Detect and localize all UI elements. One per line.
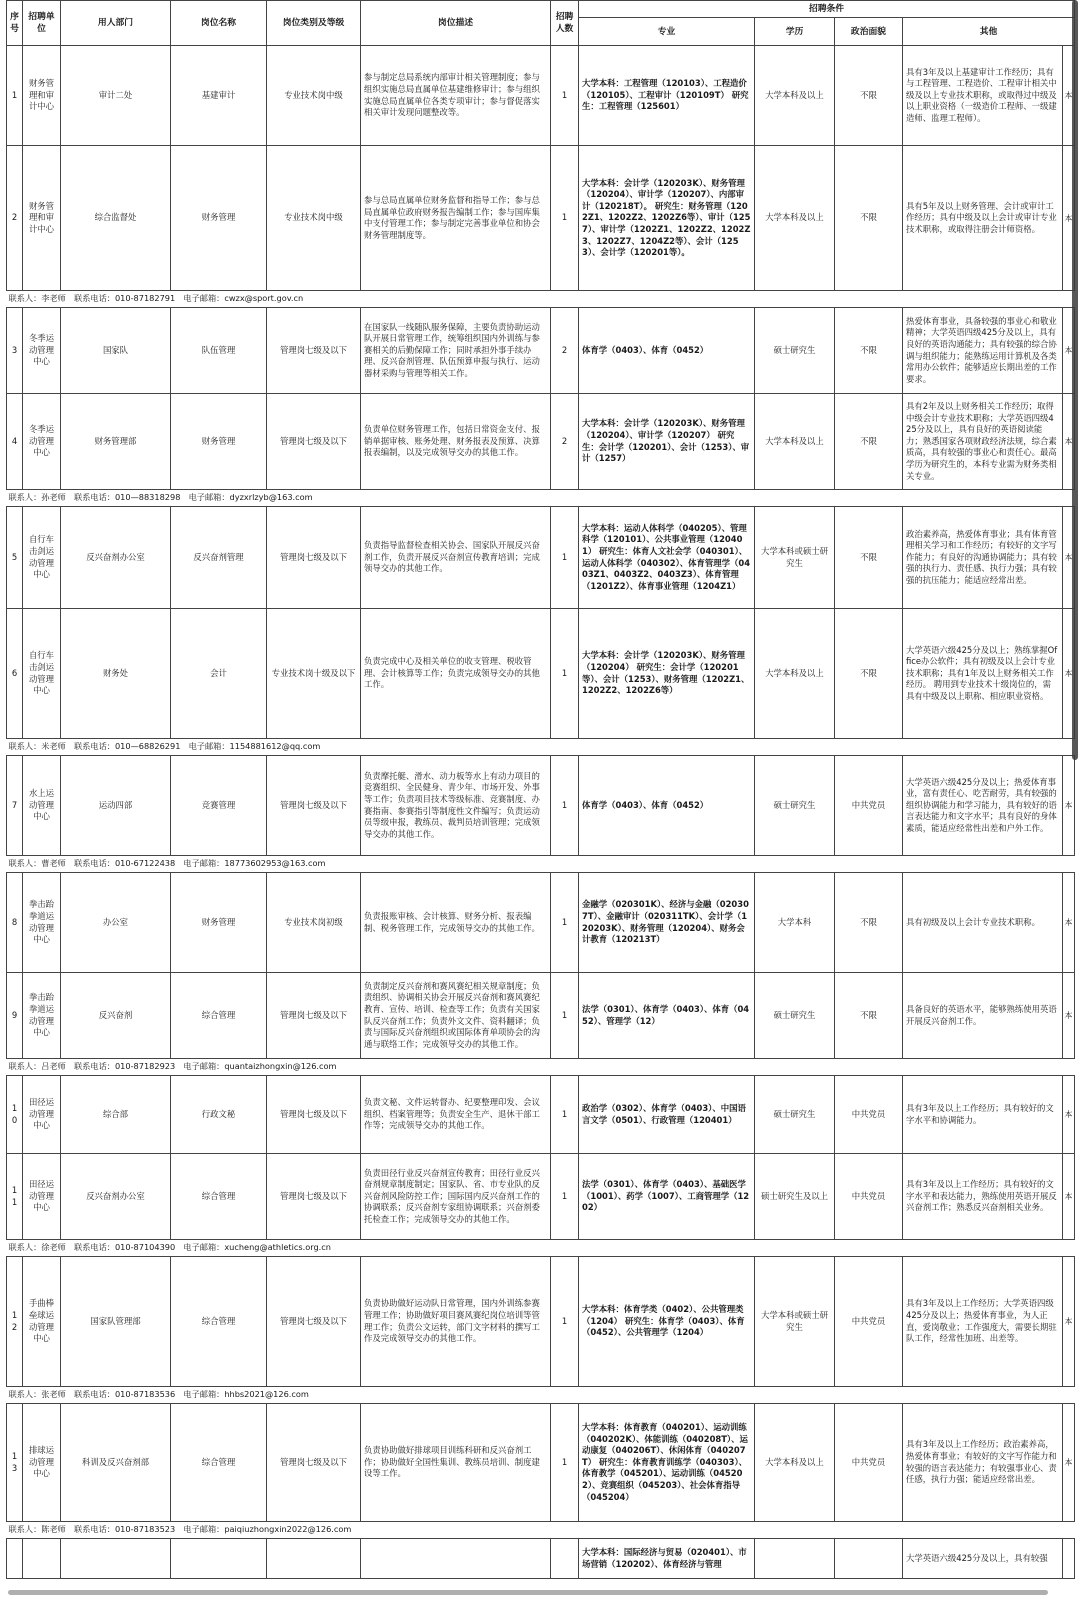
cell-count: 1: [551, 146, 579, 291]
cell-political: 不限: [835, 308, 903, 394]
cell-unit: 冬季运动管理中心: [23, 394, 61, 490]
cell-other: 大学英语六级425分及以上；熟练掌握Office办公软件；具有初级及以上会计专业技术职称；具有1年及以上财务相关工作经历。 聘用到专业技术十级岗位的，需具有中级及以上职称、相应职业资格。: [903, 609, 1063, 739]
contact-info: 联系人：米老师 联系电话：010—68826291 电子邮箱：1154881612@qq.com: [7, 739, 1075, 756]
cell-edu: 大学本科及以上: [755, 1404, 835, 1522]
cell-category: 管理岗七级及以下: [267, 973, 361, 1059]
cell-major: 大学本科：体育学类（0402）、公共管理类（1204） 研究生：体育学（0403）、体育（0452）、公共管理学（1204）: [579, 1257, 755, 1387]
table-row: [7, 1154, 1075, 1240]
col-header-edu: 学历: [755, 18, 835, 46]
cell-category: 管理岗七级及以下: [267, 507, 361, 609]
cell-unit: 手曲棒垒球运动管理中心: [23, 1257, 61, 1387]
cell-unit: 自行车击剑运动管理中心: [23, 609, 61, 739]
cell-ext: 本: [1063, 756, 1075, 856]
cell-dept: 审计二处: [61, 46, 171, 146]
cell-unit: 财务管理和审计中心: [23, 146, 61, 291]
cell-dept: 综合监督处: [61, 146, 171, 291]
cell-category: 专业技术岗中级: [267, 146, 361, 291]
cell-major: 法学（0301）、体育学（0403）、体育（0452）、管理学（12）: [579, 973, 755, 1059]
col-header-conditions: 招聘条件: [579, 1, 1075, 18]
cell-political: 不限: [835, 394, 903, 490]
col-header-seq: 序号: [7, 1, 23, 46]
cell-category: 管理岗七级及以下: [267, 1154, 361, 1240]
contact-row: [7, 1387, 1075, 1404]
contact-info: 联系人：张老师 联系电话：010-87183536 电子邮箱：hhbs2021@126.com: [7, 1387, 1075, 1404]
cell-unit: 拳击跆拳道运动管理中心: [23, 873, 61, 973]
cell-dept: 反兴奋剂办公室: [61, 1154, 171, 1240]
cell-seq: 7: [7, 756, 23, 856]
col-header-other: 其他: [903, 18, 1075, 46]
cell-category: 专业技术岗十级及以下: [267, 609, 361, 739]
table-row: [7, 507, 1075, 609]
cell-other: 具有3年及以上工作经历；大学英语四级425分及以上；热爱体育事业，为人正直，爱岗敬业；工作强度大，需要长期驻队工作，经常性加班、出差等。: [903, 1257, 1063, 1387]
cell-political: 中共党员: [835, 1257, 903, 1387]
cell-category: 专业技术岗中级: [267, 46, 361, 146]
cell-count: 1: [551, 1404, 579, 1522]
cell-count: 1: [551, 46, 579, 146]
col-header-major: 专业: [579, 18, 755, 46]
cell-post: 基建审计: [171, 46, 267, 146]
cell-post: 行政文秘: [171, 1076, 267, 1154]
cell-post: 综合管理: [171, 1257, 267, 1387]
contact-info: 联系人：曹老师 联系电话：010-67122438 电子邮箱：18773602953@163.com: [7, 856, 1075, 873]
cell-unit: [23, 1539, 61, 1579]
cell-category: 管理岗七级及以下: [267, 1404, 361, 1522]
cell-desc: 负责制定反兴奋剂和赛风赛纪相关规章制度；负责组织、协调相关协会开展反兴奋剂和赛风赛纪教育、宣传、培训、检查等工作；负责有关国家队反兴奋剂工作；负责外文文件、资料翻译；负责与国际反兴奋剂组织或国际体育单项协会的沟通与联络工作；完成领导交办的其他工作。: [361, 973, 551, 1059]
cell-other: 热爱体育事业，具备较强的事业心和敬业精神；大学英语四级425分及以上，具有良好的英语沟通能力；具有较强的综合协调与组织能力；能熟练运用计算机及各类常用办公软件；能够适应长期出差的工作要求。: [903, 308, 1063, 394]
cell-ext: 本: [1063, 146, 1075, 291]
cell-desc: 负责文秘、文件运转督办、纪要整理印发、会议组织、档案管理等；负责安全生产、退休干部工作等；完成领导交办的其他工作。: [361, 1076, 551, 1154]
contact-row: [7, 1240, 1075, 1257]
contact-info: 联系人：徐老师 联系电话：010-87104390 电子邮箱：xucheng@athletics.org.cn: [7, 1240, 1075, 1257]
cell-unit: 财务管理和审计中心: [23, 46, 61, 146]
cell-desc: 负责协助做好排球项目训练科研和反兴奋剂工作；协助做好全国性集训、教练员培训、制度建设等工作。: [361, 1404, 551, 1522]
cell-desc: 负责摩托艇、滑水、动力板等水上有动力项目的竞赛组织、全民健身、青少年、市场开发、外事等工作；负责项目技术等级标准、竞赛制度、办赛指南、参赛指引等制度性文件编写；负责运动员等级申报，教练员、裁判员培训管理；完成领导交办的其他工作。: [361, 756, 551, 856]
cell-desc: 负责指导监督检查相关协会、国家队开展反兴奋剂工作，负责开展反兴奋剂宣传教育培训；完成领导交办的其他工作。: [361, 507, 551, 609]
col-header-political: 政治面貌: [835, 18, 903, 46]
cell-political: 不限: [835, 507, 903, 609]
cell-political: 不限: [835, 609, 903, 739]
cell-major: 体育学（0403）、体育（0452）: [579, 308, 755, 394]
cell-edu: 大学本科及以上: [755, 146, 835, 291]
cell-major: 大学本科：会计学（120203K）、财务管理（120204） 研究生：会计学（120201等）、会计（1253）、财务管理（1202Z1、1202Z2、1202Z6等）: [579, 609, 755, 739]
cell-other: 政治素养高，热爱体育事业；具有体育管理相关学习和工作经历；有较好的文字写作能力；有良好的沟通协调能力；具有较强的执行力、责任感、执行力强；具有较强的抗压能力；能适应经常出差。: [903, 507, 1063, 609]
cell-ext: 本: [1063, 873, 1075, 973]
cell-edu: 硕士研究生: [755, 308, 835, 394]
table-body: [7, 46, 1075, 1579]
contact-info: 联系人：李老师 联系电话：010-87182791 电子邮箱：cwzx@sport.gov.cn: [7, 291, 1075, 308]
cell-dept: 办公室: [61, 873, 171, 973]
cell-edu: 硕士研究生及以上: [755, 1154, 835, 1240]
cell-unit: 自行车击剑运动管理中心: [23, 507, 61, 609]
table-row: [7, 1404, 1075, 1522]
contact-info: 联系人：陈老师 联系电话：010-87183523 电子邮箱：paiqiuzhongxin2022@126.com: [7, 1522, 1075, 1539]
cell-desc: [361, 1539, 551, 1579]
cell-ext: 本: [1063, 1404, 1075, 1522]
cell-count: 1: [551, 609, 579, 739]
cell-major: 大学本科：体育教育（040201）、运动训练（040202K）、体能训练（040208T）、运动康复（040206T）、休闲体育（040207T） 研究生：体育教育训练学（040303）、体育教学（045201）、运动训练（045202）、竞赛组织（045203）、社会体育指导（045204）: [579, 1404, 755, 1522]
cell-count: 1: [551, 507, 579, 609]
table-row: [7, 308, 1075, 394]
cell-dept: 国家队: [61, 308, 171, 394]
cell-political: 中共党员: [835, 1154, 903, 1240]
cell-post: 综合管理: [171, 1404, 267, 1522]
contact-row: [7, 739, 1075, 756]
cell-other: 大学英语六级425分及以上；热爱体育事业，富有责任心、吃苦耐劳，具有较强的组织协调能力和学习能力，具有较好的语言表达能力和文字水平；具有良好的身体素质，能适应经常性出差和户外工作。: [903, 756, 1063, 856]
cell-other: 具有3年及以上工作经历；具有较好的文字水平和协调能力。: [903, 1076, 1063, 1154]
cell-ext: 本: [1063, 308, 1075, 394]
cell-category: 专业技术岗初级: [267, 873, 361, 973]
cell-count: 1: [551, 1257, 579, 1387]
cell-other: 具有5年及以上财务管理、会计或审计工作经历；具有中级及以上会计或审计专业技术职称，或取得注册会计师资格。: [903, 146, 1063, 291]
cell-political: 中共党员: [835, 1404, 903, 1522]
cell-other: 大学英语六级425分及以上，具有较强: [903, 1539, 1063, 1579]
cell-post: 会计: [171, 609, 267, 739]
cell-seq: 6: [7, 609, 23, 739]
cell-category: 管理岗七级及以下: [267, 756, 361, 856]
cell-category: 管理岗七级及以下: [267, 308, 361, 394]
table-row: [7, 394, 1075, 490]
cell-edu: 大学本科及以上: [755, 46, 835, 146]
cell-other: 具有3年及以上基建审计工作经历；具有与工程管理、工程造价、工程审计相关中级及以上专业技术职称，或取得过中级及以上职业资格（一级造价工程师、一级建造师、监理工程师）。: [903, 46, 1063, 146]
cell-desc: 参与制定总局系统内部审计相关管理制度；参与组织实施总局直属单位基建维修审计；参与组织实施总局直属单位各类专项审计；参与督促落实相关审计发现问题整改等。: [361, 46, 551, 146]
cell-ext: 本: [1063, 973, 1075, 1059]
cell-dept: 运动四部: [61, 756, 171, 856]
cell-unit: 拳击跆拳道运动管理中心: [23, 973, 61, 1059]
cell-major: 法学（0301）、体育学（0403）、基础医学（1001）、药学（1007）、工商管理学（1202）: [579, 1154, 755, 1240]
cell-desc: 负责田径行业反兴奋剂宣传教育；田径行业反兴奋剂规章制度制定；国家队、省、市专业队的反兴奋剂风险防控工作；国际国内反兴奋剂工作的协调联系；反兴奋剂专家组协调联系；兴奋剂委托检查工作；完成领导交办的其他工作。: [361, 1154, 551, 1240]
cell-ext: 本: [1063, 609, 1075, 739]
cell-unit: 田径运动管理中心: [23, 1076, 61, 1154]
cell-seq: 4: [7, 394, 23, 490]
cell-count: 1: [551, 973, 579, 1059]
cell-ext: 本: [1063, 1154, 1075, 1240]
cell-seq: 13: [7, 1404, 23, 1522]
cell-dept: 反兴奋剂: [61, 973, 171, 1059]
cell-major: 体育学（0403）、体育（0452）: [579, 756, 755, 856]
cell-other: 具有3年及以上工作经历；具有较好的文字水平和表达能力，熟练使用英语开展反兴奋剂工作；熟悉反兴奋剂相关业务。: [903, 1154, 1063, 1240]
cell-post: 综合管理: [171, 973, 267, 1059]
cell-dept: 财务管理部: [61, 394, 171, 490]
cell-seq: 8: [7, 873, 23, 973]
table-row: [7, 146, 1075, 291]
cell-ext: 本: [1063, 1076, 1075, 1154]
cell-ext: 本: [1063, 507, 1075, 609]
contact-row: [7, 291, 1075, 308]
cell-major: 大学本科：工程管理（120103）、工程造价（120105）、工程审计（120109T） 研究生：工程管理（125601）: [579, 46, 755, 146]
cell-desc: 负责完成中心及相关单位的收支管理、税收管理、会计核算等工作；负责完成领导交办的其他工作。: [361, 609, 551, 739]
cell-category: 管理岗七级及以下: [267, 394, 361, 490]
cell-count: 1: [551, 1076, 579, 1154]
cell-dept: 国家队管理部: [61, 1257, 171, 1387]
cell-major: 大学本科：国际经济与贸易（020401）、市场营销（120202）、体育经济与管理: [579, 1539, 755, 1579]
cell-count: 1: [551, 1154, 579, 1240]
table-row: [7, 1539, 1075, 1579]
cell-major: 大学本科：会计学（120203K）、财务管理（120204）、审计学（120207）、内部审计（120218T）。 研究生：财务管理（1202Z1、1202Z2、1202Z6等）、审计（1257）、审计学（1202Z1、1202Z2、1202Z3、1202Z7、1204Z2等）、会计（1253）、会计学（120201等）。: [579, 146, 755, 291]
cell-major: 金融学（020301K）、经济与金融（020307T）、金融审计（020311TK）、会计学（120203K）、财务管理（120204）、财务会计教育（120213T）: [579, 873, 755, 973]
cell-edu: 硕士研究生: [755, 1076, 835, 1154]
cell-edu: [755, 1539, 835, 1579]
cell-post: 财务管理: [171, 394, 267, 490]
cell-edu: 大学本科: [755, 873, 835, 973]
cell-category: 管理岗七级及以下: [267, 1257, 361, 1387]
vertical-scrollbar[interactable]: [1072, 0, 1078, 760]
table-row: [7, 1076, 1075, 1154]
contact-info: 联系人：孙老师 联系电话：010—88318298 电子邮箱：dyzxrlzyb@163.com: [7, 490, 1075, 507]
cell-desc: 负责协助做好运动队日常管理，国内外训练参赛管理工作；协助做好项目赛风赛纪岗位培训等管理工作；负责公文运转，部门文字材料的撰写工作及完成领导交办的其他工作。: [361, 1257, 551, 1387]
contact-row: [7, 856, 1075, 873]
col-header-post: 岗位名称: [171, 1, 267, 46]
cell-category: 管理岗七级及以下: [267, 1076, 361, 1154]
contact-row: [7, 1522, 1075, 1539]
cell-unit: 排球运动管理中心: [23, 1404, 61, 1522]
col-header-unit: 招聘单位: [23, 1, 61, 46]
col-header-count: 招聘人数: [551, 1, 579, 46]
cell-count: [551, 1539, 579, 1579]
col-header-dept: 用人部门: [61, 1, 171, 46]
cell-political: 不限: [835, 873, 903, 973]
cell-post: 财务管理: [171, 873, 267, 973]
table-row: [7, 46, 1075, 146]
cell-political: 不限: [835, 973, 903, 1059]
cell-ext: 本: [1063, 46, 1075, 146]
cell-political: 中共党员: [835, 756, 903, 856]
contact-row: [7, 490, 1075, 507]
cell-desc: 在国家队一线随队服务保障，主要负责协助运动队开展日常管理工作，统筹组织国内外训练与参赛相关的后勤保障工作；同时承担外事手续办理、反兴奋剂管理、队伍预算申报与执行、运动器材采购与管理等相关工作。: [361, 308, 551, 394]
cell-count: 2: [551, 394, 579, 490]
cell-unit: 冬季运动管理中心: [23, 308, 61, 394]
table-row: [7, 1257, 1075, 1387]
cell-unit: 水上运动管理中心: [23, 756, 61, 856]
table-row: [7, 873, 1075, 973]
cell-post: 竞赛管理: [171, 756, 267, 856]
cell-ext: 本: [1063, 1257, 1075, 1387]
cell-edu: 大学本科及以上: [755, 609, 835, 739]
cell-count: 1: [551, 756, 579, 856]
cell-dept: 财务处: [61, 609, 171, 739]
cell-edu: 硕士研究生: [755, 756, 835, 856]
cell-unit: 田径运动管理中心: [23, 1154, 61, 1240]
recruitment-table: [6, 0, 1075, 1579]
cell-other: 具有初级及以上会计专业技术职称。: [903, 873, 1063, 973]
table-row: [7, 973, 1075, 1059]
col-header-desc: 岗位描述: [361, 1, 551, 46]
cell-desc: 参与总局直属单位财务监督和指导工作；参与总局直属单位政府财务报告编制工作；参与国库集中支付管理工作；参与制定完善事业单位和协会财务管理制度等。: [361, 146, 551, 291]
cell-other: 具备良好的英语水平，能够熟练使用英语开展反兴奋剂工作。: [903, 973, 1063, 1059]
cell-seq: 9: [7, 973, 23, 1059]
cell-major: 政治学（0302）、体育学（0403）、中国语言文学（0501）、行政管理（120401）: [579, 1076, 755, 1154]
table-row: [7, 756, 1075, 856]
cell-post: 财务管理: [171, 146, 267, 291]
cell-major: 大学本科：会计学（120203K）、财务管理（120204）、审计学（120207） 研究生：会计学（120201）、会计（1253）、审计（1257）: [579, 394, 755, 490]
cell-seq: 5: [7, 507, 23, 609]
cell-dept: 反兴奋剂办公室: [61, 507, 171, 609]
cell-seq: 11: [7, 1154, 23, 1240]
cell-other: 具有3年及以上工作经历；政治素养高，热爱体育事业；有较好的文字写作能力和较强的语言表达能力；有较强事业心、责任感，执行力强；能适应经常出差。: [903, 1404, 1063, 1522]
cell-desc: 负责单位财务管理工作，包括日常资金支付、报销单据审核、账务处理、财务报表及预算、决算报表编制，以及完成领导交办的其他工作。: [361, 394, 551, 490]
cell-post: 队伍管理: [171, 308, 267, 394]
cell-political: 不限: [835, 146, 903, 291]
contact-info: 联系人：吕老师 联系电话：010-87182923 电子邮箱：quantaizhongxin@126.com: [7, 1059, 1075, 1076]
cell-edu: 大学本科及以上: [755, 394, 835, 490]
cell-count: 1: [551, 873, 579, 973]
cell-other: 具有2年及以上财务相关工作经历；取得中级会计专业技术职称；大学英语四级425分及以上，具有良好的英语阅读能力；熟悉国家各项财政经济法规，综合素质高，具有较强的事业心和责任心。最高学历为研究生的，本科专业需为财务类相关专业。: [903, 394, 1063, 490]
cell-post: [171, 1539, 267, 1579]
cell-category: [267, 1539, 361, 1579]
cell-seq: 2: [7, 146, 23, 291]
cell-ext: 本: [1063, 394, 1075, 490]
cell-ext: [1063, 1539, 1075, 1579]
cell-seq: 1: [7, 46, 23, 146]
cell-political: [835, 1539, 903, 1579]
cell-dept: 综合部: [61, 1076, 171, 1154]
cell-post: 综合管理: [171, 1154, 267, 1240]
contact-row: [7, 1059, 1075, 1076]
cell-major: 大学本科：运动人体科学（040205）、管理科学（120101）、公共事业管理（120401） 研究生：体育人文社会学（040301）、运动人体科学（040302）、体育管理学（0403Z1、0403Z2、0403Z3）、体育管理（1201Z2）、体育事业管理（1204Z1）: [579, 507, 755, 609]
cell-political: 中共党员: [835, 1076, 903, 1154]
cell-edu: 大学本科或硕士研究生: [755, 507, 835, 609]
table-row: [7, 609, 1075, 739]
cell-seq: 3: [7, 308, 23, 394]
horizontal-scrollbar[interactable]: [8, 1590, 1048, 1595]
cell-seq: [7, 1539, 23, 1579]
cell-count: 2: [551, 308, 579, 394]
cell-edu: 大学本科或硕士研究生: [755, 1257, 835, 1387]
cell-dept: [61, 1539, 171, 1579]
cell-edu: 硕士研究生: [755, 973, 835, 1059]
cell-desc: 负责报账审核、会计核算、财务分析、报表编制、税务管理工作，完成领导交办的其他工作。: [361, 873, 551, 973]
cell-dept: 科训及反兴奋剂部: [61, 1404, 171, 1522]
cell-seq: 10: [7, 1076, 23, 1154]
cell-political: 不限: [835, 46, 903, 146]
cell-seq: 12: [7, 1257, 23, 1387]
col-header-category: 岗位类别及等级: [267, 1, 361, 46]
cell-post: 反兴奋剂管理: [171, 507, 267, 609]
